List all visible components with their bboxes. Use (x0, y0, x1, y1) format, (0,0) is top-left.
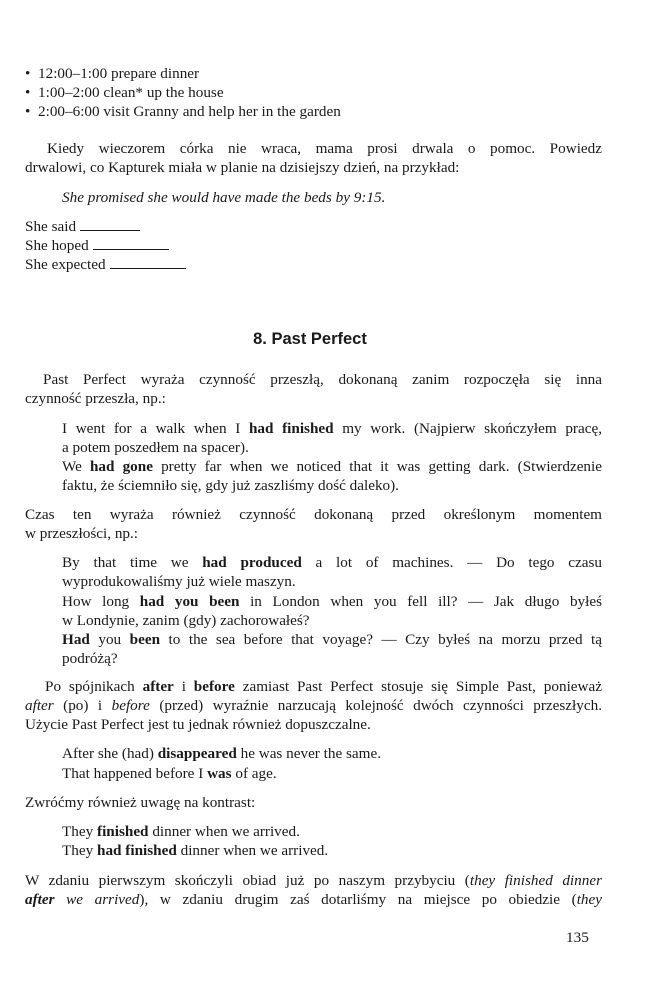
paragraph-line (25, 871, 602, 891)
prompt-line (25, 255, 602, 275)
example-line (62, 764, 602, 784)
text: we arrived (54, 891, 140, 908)
task-example: She promised she would have made the beds by 9:15. (62, 189, 386, 206)
example-line: a potem poszedłem na spacer). (62, 439, 249, 456)
text: i (173, 678, 194, 695)
text: he was never the same. (236, 745, 382, 762)
text: They (62, 823, 98, 840)
list-item: 1:00–2:00 clean* up the house (38, 84, 224, 101)
bold-verb: disappeared (157, 745, 237, 762)
paragraph-line: Zwróćmy również uwagę na kontrast: (25, 794, 256, 811)
task-instruction-line: Kiedy wieczorem córka nie wraca, mama prosi drwala o pomoc. Powiedz (47, 140, 602, 157)
text: By that time we (62, 554, 203, 571)
bold-verb: was (207, 765, 232, 782)
answer-blank (93, 237, 169, 250)
text: We (62, 458, 90, 475)
text: pretty far when we noticed that it was getting dark. (Stwierdzenie (152, 458, 602, 475)
prompt-label: She said (25, 218, 77, 235)
italic-word: after (25, 697, 54, 714)
prompt-label: She expected (25, 256, 106, 273)
bold-word: after (142, 678, 174, 695)
bold-verb: been (129, 631, 161, 648)
bold-verb: had produced (202, 554, 302, 571)
example-line: w Londynie, zanim (gdy) zachorowałeś? (62, 612, 310, 629)
bold-word: before (193, 678, 235, 695)
text: W zdaniu pierwszym skończyli obiad już po naszym przybyciu ( (25, 872, 470, 889)
text: That happened before I (62, 765, 208, 782)
prompt-line (25, 217, 602, 237)
list-item: 12:00–1:00 prepare dinner (38, 65, 200, 82)
text: in London when you fell ill? — Jak długo byłeś (239, 593, 602, 610)
paragraph-line: Czas ten wyraża również czynność dokonaną przed określonym momentem (25, 506, 602, 523)
bullet-dot: • (25, 103, 31, 120)
bold-verb: been (209, 593, 240, 610)
example-line (62, 419, 602, 439)
paragraph-line (25, 677, 602, 697)
example-line (62, 822, 602, 842)
text: zamiast Past Perfect stosuje się Simple Past, ponieważ (234, 678, 602, 695)
bold-verb: had you (139, 593, 199, 610)
text: a lot of machines. — Do tego czasu (301, 554, 603, 571)
page-number: 135 (566, 929, 589, 946)
prompt-label: She hoped (25, 237, 89, 254)
text: I went for a walk when I (62, 420, 249, 437)
paragraph-line: Past Perfect wyraża czynność przeszłą, dokonaną zanim rozpoczęła się inna (43, 371, 602, 388)
answer-blank (80, 218, 140, 231)
section-heading: 8. Past Perfect (253, 330, 367, 348)
paragraph-line: Użycie Past Perfect jest tu jednak również dopuszczalne. (25, 716, 371, 733)
text: How long (62, 593, 140, 610)
text (198, 593, 209, 610)
example-line (62, 744, 602, 764)
text: ), w zdaniu drugim zaś dotarliśmy na miejsce po obiedzie ( (139, 891, 577, 908)
text: (po) i (53, 697, 112, 714)
example-line (62, 841, 602, 861)
bold-verb: finished (97, 823, 149, 840)
example-line (62, 457, 602, 477)
italic-word: before (111, 697, 150, 714)
example-line: faktu, że ściemniło się, gdy już zaszliśmy dość daleko). (62, 477, 399, 494)
text: you (89, 631, 130, 648)
bold-verb: Had (62, 631, 90, 648)
bold-verb: had finished (97, 842, 177, 859)
text: dinner when we arrived. (148, 823, 300, 840)
answer-blank (110, 256, 186, 269)
example-line (62, 592, 602, 612)
prompt-line (25, 236, 602, 256)
text: After she (had) (62, 745, 158, 762)
example-line (62, 630, 602, 650)
text: They (62, 842, 98, 859)
task-instruction-line: drwalowi, co Kapturek miała w planie na dzisiejszy dzień, na przykład: (25, 159, 460, 176)
text: to the sea before that voyage? — Czy byłeś na morzu przed tą (160, 631, 603, 648)
example-line: wyprodukowaliśmy już wiele maszyn. (62, 573, 296, 590)
paragraph-line (25, 696, 602, 716)
example-line: podróżą? (62, 650, 118, 667)
bullet-dot: • (25, 84, 31, 101)
italic-phrase: they finished dinner (469, 872, 602, 889)
italic-word: they (576, 891, 602, 908)
italic-phrase (25, 891, 139, 908)
bullet-dot: • (25, 65, 31, 82)
paragraph-line: czynność przeszła, np.: (25, 390, 166, 407)
bold-verb: had gone (89, 458, 153, 475)
text: Po spójnikach (45, 678, 143, 695)
paragraph-line: w przeszłości, np.: (25, 525, 139, 542)
text: my work. (Najpierw skończyłem pracę, (333, 420, 602, 437)
text: of age. (231, 765, 277, 782)
text: (przed) wyraźnie narzucają kolejność dwóch czynności przeszłych. (149, 697, 602, 714)
bold-verb: had finished (248, 420, 334, 437)
paragraph-line (25, 890, 602, 910)
bold-italic-word: after (25, 891, 55, 908)
text: dinner when we arrived. (176, 842, 329, 859)
list-item: 2:00–6:00 visit Granny and help her in the garden (38, 103, 341, 120)
example-line (62, 553, 602, 573)
